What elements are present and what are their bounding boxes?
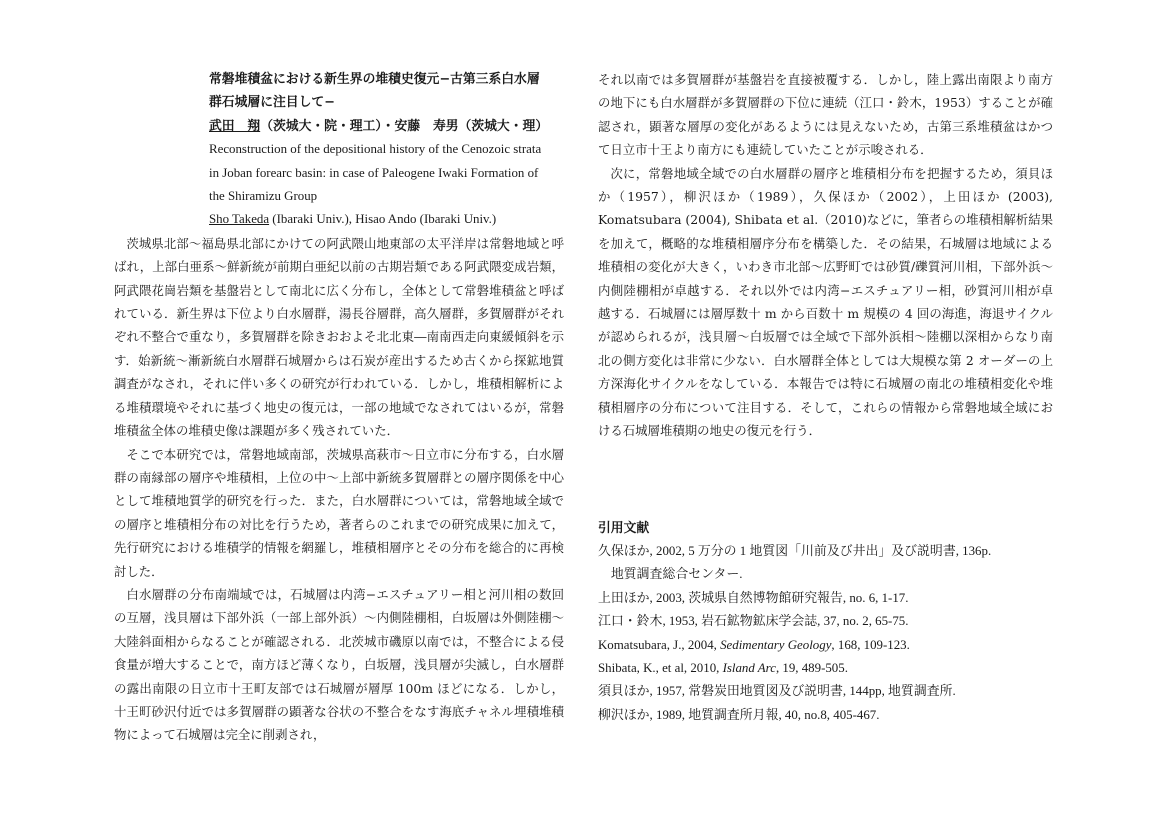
authors-en: [209, 208, 564, 231]
left-column: [114, 68, 564, 747]
title-en-line1: Reconstruction of the depositional history of the Cenozoic strata: [209, 142, 542, 157]
authors-en-rest: (Ibaraki Univ.), Hisao Ando (Ibaraki Univ.): [269, 212, 497, 227]
authors-ja: [209, 115, 564, 138]
reference-1-cont: 地質調査総合センター.: [610, 567, 743, 582]
paragraph-3: 白水層群の分布南端域では，石城層は内湾−エスチュアリー相と河川相の数回の互層，浅貝層は下部外浜（一部上部外浜）〜内側陸棚相，白坂層は外側陸棚〜大陸斜面相からなることが確認される．北茨城市磯原以南では，不整合による侵食量が増大することで，南方ほど薄くなり，白坂層，浅貝層が尖滅し，白水層群の露出南限の日立市十王町友部では石城層が層厚 100m ほどになる．しかし，十王町砂沢付近では多賀層群の顕著な谷状の不整合をなす海底チャネル埋積堆積物によって石城層は完全に削剥され，: [114, 586, 564, 743]
references-heading: 引用文献: [598, 520, 650, 536]
reference-5: [598, 657, 1053, 680]
reference-3: 江口・鈴木, 1953, 岩石鉱物鉱床学会誌, 37, no. 2, 65-75.: [598, 614, 909, 629]
reference-4-authors: Komatsubara, J., 2004,: [598, 637, 721, 652]
presenting-author-en: Sho Takeda: [209, 212, 270, 227]
reference-6: 須貝ほか, 1957, 常磐炭田地質図及び説明書, 144pp, 地質調査所.: [598, 684, 956, 699]
paragraph-2: そこで本研究では，常磐地域南部，茨城県高萩市〜日立市に分布する，白水層群の南縁部の層序や堆積相，上位の中〜上部中新統多賀層群との層序関係を中心として堆積地質学的研究を行った．また，白水層群については，常磐地域全域での層序と堆積相分布の対比を行うため，著者らのこれまでの研究成果に加えて，先行研究における堆積学的情報を網羅し，堆積相層序とその分布を総合的に再検討した．: [114, 446, 564, 579]
reference-4-details: , 168, 109-123.: [831, 637, 910, 652]
paragraph-1: 茨城県北部〜福島県北部にかけての阿武隈山地東部の太平洋岸は常磐地域と呼ばれ，上部白亜系〜鮮新統が前期白亜紀以前の古期岩類である阿武隈変成岩類，阿武隈花崗岩類を基盤岩として南北に広く分布し，全体として常磐堆積盆と呼ばれている．新生界は下位より白水層群，湯長谷層群，高久層群，多賀層群がそれぞれ不整合で重なり，多賀層群を除きおおよそ北北東―南南西走向東緩傾斜を示す．始新統〜漸新統白水層群石城層からは石炭が産出するため古くから探鉱地質調査がなされ，それに伴い多くの研究が行われている．しかし，堆積相解析による堆積環境やそれに基づく地史の復元は，一部の地域でなされてはいるが，常磐堆積盆全体の堆積史像は課題が多く残されていた．: [114, 235, 564, 439]
title-en-line2: in Joban forearc basin: in case of Paleogene Iwaki Formation of: [209, 165, 539, 180]
title-en-line3: the Shiramizu Group: [209, 189, 318, 204]
title-ja-line1: 常磐堆積盆における新生界の堆積史復元−古第三系白水層: [209, 72, 540, 87]
presenting-author-ja: 武田 翔: [209, 118, 261, 134]
title-en: [209, 138, 564, 208]
abstract-header: [114, 68, 564, 232]
paragraph-5: 次に，常磐地域全域での白水層群の層序と堆積相分布を把握するため，須貝ほか（1957），柳沢ほか（1989），久保ほか（2002），上田ほか (2003), Komatsubara (2004), Shibata et al.（2010)などに，筆者らの堆積相解析結果を加えて，概略的な堆積相層序分布を構築した．その結果，石城層は地域による堆積相の変化が大きく，いわき市北部〜広野町では砂質/礫質河川相，下部外浜〜内側陸棚相が卓越する．それ以外では内湾−エスチュアリー相，砂質河川相が卓越する．石城層には層厚数十 m から百数十 m 規模の 4 回の海進，海退サイクルが認められるが，浅貝層〜白坂層では全域で下部外浜相〜陸棚以深相からなり南北の側方変化は非常に少ない．白水層群全体としては大規模な第 2 オーダーの上方深海化サイクルをなしている．本報告では特に石城層の南北の堆積相変化や堆積相層序の分布について注目する．そして，これらの情報から常磐地域全域における石城層堆積期の地史の復元を行う．: [598, 165, 1053, 439]
authors-ja-affiliations: （茨城大・院・理工）・安藤 寿男（茨城大・理）: [260, 118, 549, 134]
reference-2: 上田ほか, 2003, 茨城県自然博物館研究報告, no. 6, 1-17.: [598, 590, 909, 605]
paragraph-4: それ以南では多賀層群が基盤岩を直接被覆する．しかし，陸上露出南限より南方の地下にも白水層群が多賀層群の下位に連続（江口・鈴木，1953）することが確認され，顕著な層厚の変化があるようには見えないため，古第三系堆積盆はかつて日立市十王より南方にも連続していたことが示唆される．: [598, 72, 1053, 158]
reference-5-details: , 19, 489-505.: [775, 660, 848, 675]
title-ja: [209, 68, 564, 115]
reference-4: [598, 634, 1053, 657]
reference-1: 久保ほか, 2002, 5 万分の 1 地質図「川前及び井出」及び説明書, 136p.: [598, 543, 992, 558]
reference-5-authors: Shibata, K., et al, 2010,: [598, 660, 723, 675]
reference-7: 柳沢ほか, 1989, 地質調査所月報, 40, no.8, 405-467.: [598, 707, 880, 722]
right-column: [598, 68, 1053, 727]
reference-4-journal: Sedimentary Geology: [720, 637, 832, 652]
title-ja-line2: 群石城層に注目して−: [209, 95, 335, 111]
reference-5-journal: Island Arc: [722, 660, 776, 675]
